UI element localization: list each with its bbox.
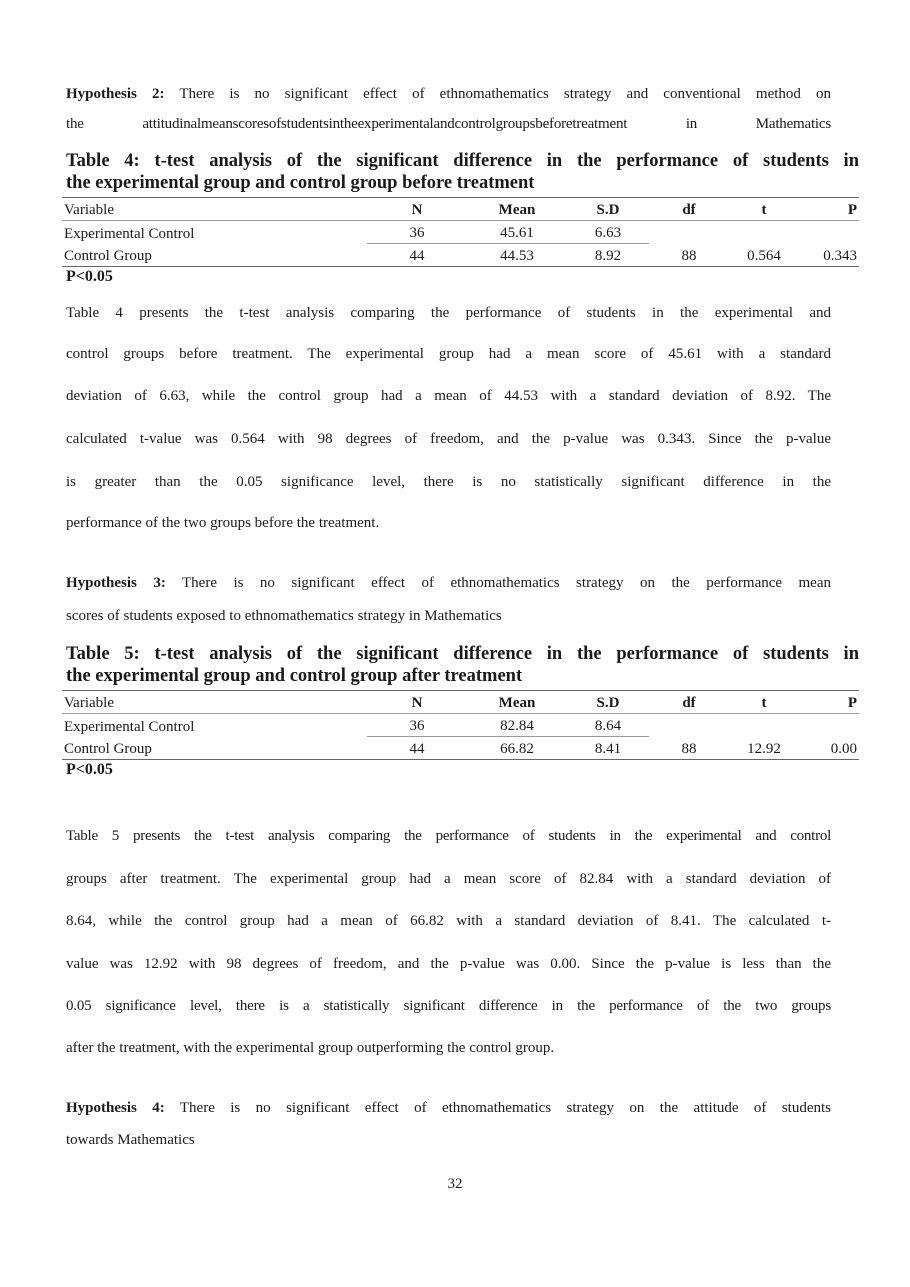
paragraph-line: performance of the two groups before the treatment. [66, 515, 380, 531]
hypothesis-2-line-2: the attitudinalmeanscoresofstudentsintheexperimentalandcontrolgroupsbeforetreatment in Mathematics [66, 116, 831, 132]
table-4-header-mean: Mean [467, 198, 567, 221]
table-4-cell-mean: 44.53 [467, 244, 567, 267]
table-4-header-row [62, 198, 859, 221]
hypothesis-2-text: There is no significant effect of ethnomathematics strategy and conventional method on [179, 86, 832, 102]
paragraph-line: value was 12.92 with 98 degrees of freedom, and the p-value was 0.00. Since the p-value is less than the [66, 956, 831, 972]
paragraph-line: calculated t-value was 0.564 with 98 degrees of freedom, and the p-value was 0.343. Since the p-value [66, 431, 831, 447]
table-5 [62, 690, 859, 760]
table-5-header-sd: S.D [567, 691, 649, 714]
table-5-significance-note: P<0.05 [66, 761, 113, 778]
hypothesis-4-line-1 [66, 1100, 831, 1117]
table-4-header-variable: Variable [62, 198, 367, 221]
paragraph-line: control groups before treatment. The experimental group had a mean score of 45.61 with a standard [66, 346, 831, 362]
table-4-header-t: t [729, 198, 799, 221]
table-4-cell-t: 0.564 [729, 244, 799, 267]
table-4-cell-sd: 6.63 [567, 221, 649, 244]
table-4-cell-n: 36 [367, 221, 467, 244]
table-4-cell-mean: 45.61 [467, 221, 567, 244]
table-5-cell-variable: Experimental Control [64, 718, 195, 735]
paragraph-line: groups after treatment. The experimental group had a mean score of 82.84 with a standard deviation of [66, 871, 831, 887]
table-4-header-p: P [799, 198, 859, 221]
table-4-header-df: df [649, 198, 729, 221]
table-4-cell-n: 44 [367, 244, 467, 267]
table-4-cell-df: 88 [649, 244, 729, 267]
table-5-header-t: t [729, 691, 799, 714]
paragraph-line: 8.64, while the control group had a mean of 66.82 with a standard deviation of 8.41. The calculated t- [66, 913, 831, 929]
hypothesis-4-line-2: towards Mathematics [66, 1132, 195, 1148]
paragraph-line: Table 4 presents the t-test analysis comparing the performance of students in the experimental and [66, 305, 831, 321]
table-5-cell-sd: 8.41 [567, 737, 649, 760]
table-5-cell-p: 0.00 [799, 737, 859, 760]
table-4-cell-p: 0.343 [799, 244, 859, 267]
table-row [62, 737, 859, 760]
paragraph-line: is greater than the 0.05 significance level, there is no statistically significant difference in the [66, 474, 831, 490]
table-4 [62, 197, 859, 267]
table-5-cell-t: 12.92 [729, 737, 799, 760]
table-5-caption-line-1: Table 5: t-test analysis of the significant difference in the performance of students in [66, 644, 859, 664]
hypothesis-4-label: Hypothesis 4: [66, 1100, 165, 1116]
hypothesis-3-line-2: scores of students exposed to ethnomathematics strategy in Mathematics [66, 608, 502, 624]
hypothesis-4-text: There is no significant effect of ethnomathematics strategy on the attitude of students [179, 1100, 831, 1116]
hypothesis-2-label: Hypothesis 2: [66, 86, 165, 102]
table-5-cell-sd: 8.64 [567, 714, 649, 737]
table-5-header-variable: Variable [62, 691, 367, 714]
hypothesis-3-text: There is no significant effect of ethnomathematics strategy on the performance mean [182, 575, 832, 591]
paragraph-line: 0.05 significance level, there is a statistically significant difference in the performance of the two groups [66, 998, 831, 1014]
hypothesis-3-line-1 [66, 575, 831, 592]
table-5-cell-df: 88 [649, 737, 729, 760]
table-4-caption-line-1: Table 4: t-test analysis of the significant difference in the performance of students in [66, 151, 859, 171]
table-5-cell-mean: 82.84 [467, 714, 567, 737]
table-4-header-n: N [367, 198, 467, 221]
table-5-header-mean: Mean [467, 691, 567, 714]
paragraph-line: after the treatment, with the experimental group outperforming the control group. [66, 1040, 555, 1056]
table-5-cell-mean: 66.82 [467, 737, 567, 760]
table-5-caption-line-2: the experimental group and control group after treatment [66, 666, 523, 686]
table-4-cell-sd: 8.92 [567, 244, 649, 267]
table-5-cell-n: 36 [367, 714, 467, 737]
page-number: 32 [447, 1176, 463, 1192]
table-4-caption-line-2: the experimental group and control group before treatment [66, 173, 535, 193]
table-row [62, 221, 859, 244]
table-5-header-row [62, 691, 859, 714]
paragraph-line: deviation of 6.63, while the control group had a mean of 44.53 with a standard deviation of 8.92. The [66, 388, 831, 404]
table-4-cell-variable: Experimental Control [64, 225, 195, 242]
table-5-cell-n: 44 [367, 737, 467, 760]
paragraph-line: Table 5 presents the t-test analysis comparing the performance of students in the experimental and control [66, 828, 831, 844]
table-5-header-n: N [367, 691, 467, 714]
table-4-header-sd: S.D [567, 198, 649, 221]
hypothesis-3-label: Hypothesis 3: [66, 575, 166, 591]
table-5-header-df: df [649, 691, 729, 714]
table-4-significance-note: P<0.05 [66, 268, 113, 285]
table-row [62, 244, 859, 267]
table-4-cell-variable: Control Group [62, 244, 367, 267]
table-5-header-p: P [799, 691, 859, 714]
table-5-cell-variable: Control Group [62, 737, 367, 760]
table-row [62, 714, 859, 737]
hypothesis-2-line-1 [66, 86, 831, 103]
